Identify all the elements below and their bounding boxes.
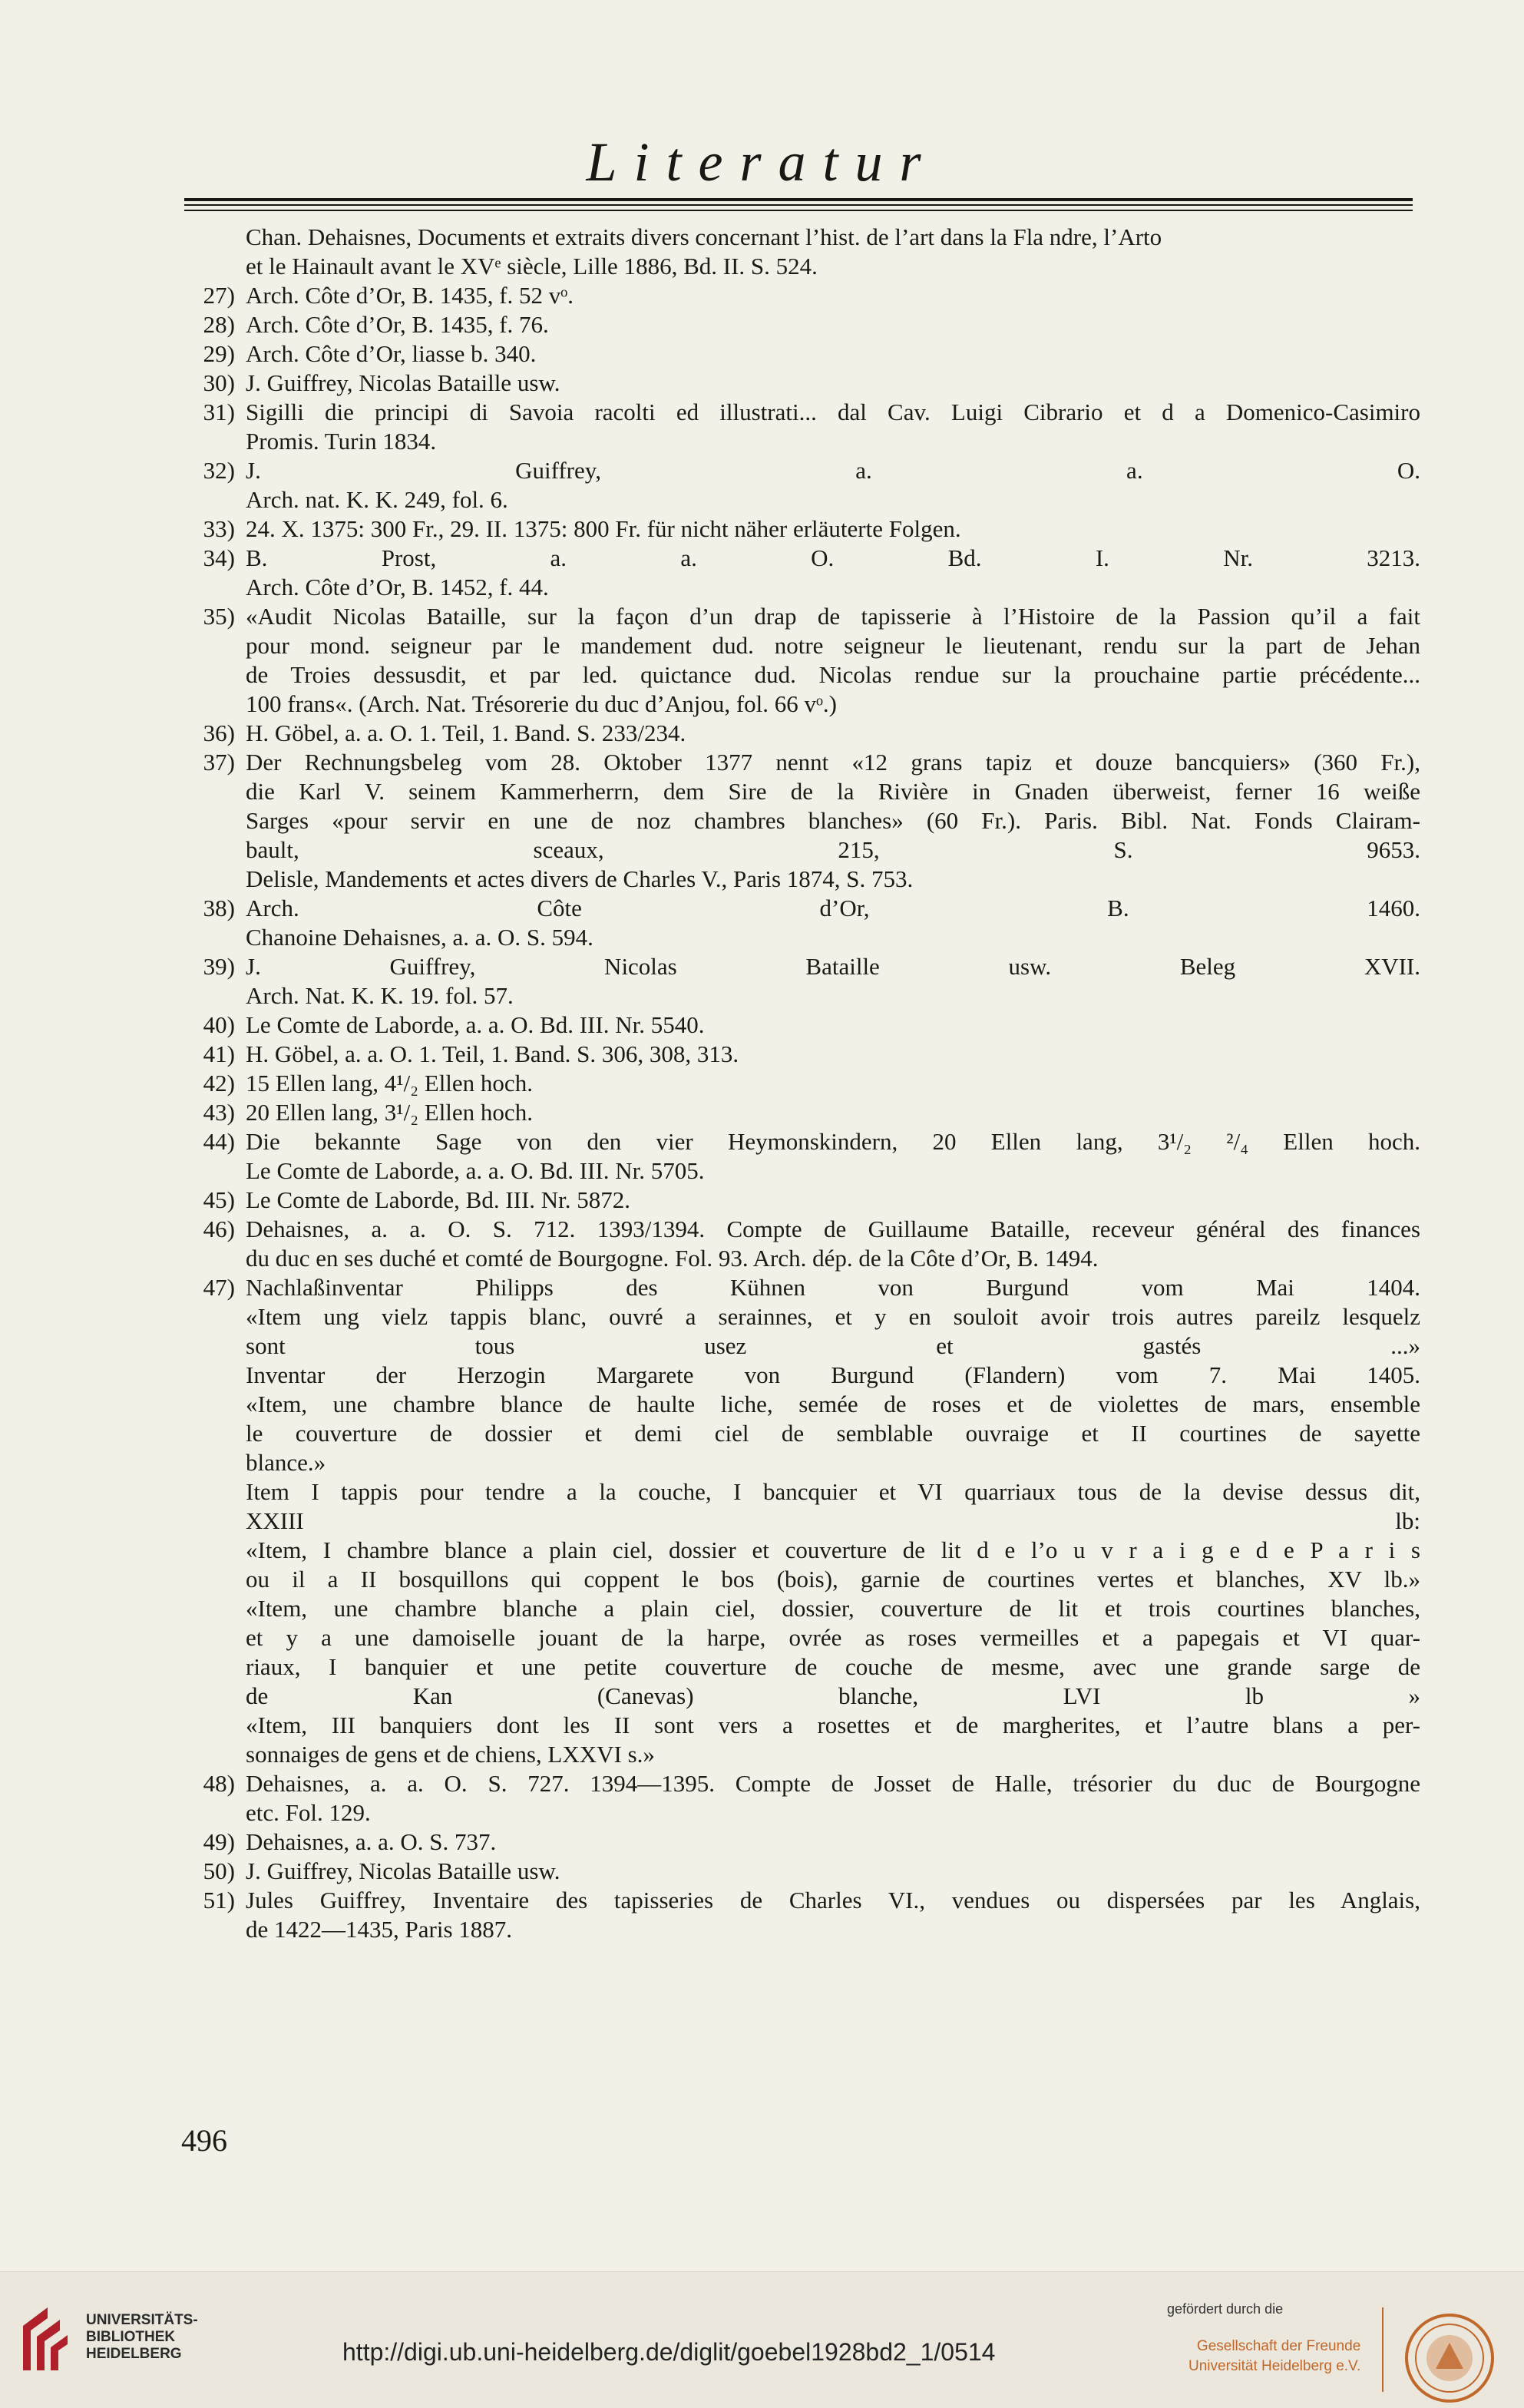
footnote-number: 31) bbox=[203, 399, 235, 425]
footnote-line: Arch. Nat. K. K. 19. fol. 57. bbox=[246, 982, 514, 1009]
footer-divider bbox=[1382, 2307, 1384, 2392]
footnote-line: «Audit Nicolas Bataille, sur la façon d’un drap de tapisserie à l’Histoire de la Passion qu’il a fait bbox=[246, 603, 1420, 630]
footnote-entry bbox=[181, 281, 1420, 310]
footnote-line: Arch. nat. K. K. 249, fol. 6. bbox=[246, 486, 508, 513]
footnote-line: J. Guiffrey, a. a. O. bbox=[246, 457, 1420, 484]
footnote-line: 15 Ellen lang, 4¹/₂ Ellen hoch. bbox=[246, 1070, 533, 1096]
page-number: 496 bbox=[181, 2123, 227, 2158]
footnote-line: Arch. Côte d’Or, B. 1460. bbox=[246, 895, 1420, 921]
footnote-entry bbox=[181, 1011, 1420, 1040]
footnote-line: «Item, une chambre blance de haulte liche, semée de roses et de violettes de mars, ensemble bbox=[246, 1391, 1420, 1417]
footnote-line: «Item ung vielz tappis blanc, ouvré a serainnes, et y en souloit avoir trois autres pareilz lesquelz bbox=[246, 1303, 1420, 1330]
footnote-line: XXIII lb: bbox=[246, 1507, 1420, 1534]
footnote-line: ou il a II bosquillons qui coppent le bos (bois), garnie de courtines vertes et blanches, XV lb.» bbox=[246, 1566, 1420, 1593]
footnote-number: 51) bbox=[203, 1887, 235, 1914]
footnote-number: 41) bbox=[203, 1040, 235, 1067]
footnote-line: de 1422—1435, Paris 1887. bbox=[246, 1916, 513, 1943]
continued-reference bbox=[181, 223, 1420, 281]
footnote-entry bbox=[181, 456, 1420, 514]
library-name-line: UNIVERSITÄTS- bbox=[86, 2312, 198, 2328]
footnote-number: 47) bbox=[203, 1274, 235, 1301]
footnote-line: bault, sceaux, 215, S. 9653. bbox=[246, 836, 1420, 863]
footnote-entry bbox=[181, 1769, 1420, 1828]
footnote-number: 30) bbox=[203, 369, 235, 396]
footnote-number: 27) bbox=[203, 282, 235, 309]
footnote-line: le couverture de dossier et demi ciel de semblable ouvraige et II courtines de sayette bbox=[246, 1420, 1420, 1447]
footnote-line: Inventar der Herzogin Margarete von Burgund (Flandern) vom 7. Mai 1405. bbox=[246, 1361, 1420, 1388]
footnote-line: Arch. Côte d’Or, B. 1435, f. 52 vᵒ. bbox=[246, 282, 574, 309]
footnote-line: H. Göbel, a. a. O. 1. Teil, 1. Band. S. 233/234. bbox=[246, 719, 686, 746]
footnote-line: sonnaiges de gens et de chiens, LXXVI s.» bbox=[246, 1741, 655, 1768]
footnote-number: 42) bbox=[203, 1070, 235, 1096]
footnote-number: 45) bbox=[203, 1186, 235, 1213]
footnote-number: 32) bbox=[203, 457, 235, 484]
footnote-line: Le Comte de Laborde, a. a. O. Bd. III. Nr. 5705. bbox=[246, 1157, 705, 1184]
reference-list bbox=[181, 223, 1420, 1944]
footnote-entry bbox=[181, 719, 1420, 748]
page-title: Literatur bbox=[586, 131, 938, 193]
footnote-line: H. Göbel, a. a. O. 1. Teil, 1. Band. S. 306, 308, 313. bbox=[246, 1040, 739, 1067]
footnote-line: 100 frans«. (Arch. Nat. Trésorerie du duc d’Anjou, fol. 66 vᵒ.) bbox=[246, 690, 838, 717]
footnote-line: Sigilli die principi di Savoia racolti ed illustrati... dal Cav. Luigi Cibrario et d a Domenico-Casimiro bbox=[246, 399, 1420, 425]
title-rule-thin bbox=[184, 204, 1413, 206]
footnote-line: J. Guiffrey, Nicolas Bataille usw. Beleg XVII. bbox=[246, 953, 1420, 980]
footnote-entry bbox=[181, 1040, 1420, 1069]
source-url-link[interactable]: http://digi.ub.uni-heidelberg.de/diglit/goebel1928bd2_1/0514 bbox=[342, 2338, 996, 2366]
footnote-entry bbox=[181, 1828, 1420, 1857]
footnote-line: J. Guiffrey, Nicolas Bataille usw. bbox=[246, 369, 560, 396]
university-seal-icon bbox=[1403, 2312, 1496, 2404]
footnote-entry bbox=[181, 1857, 1420, 1886]
footnote-line: «Item, une chambre blanche a plain ciel, dossier, couverture de lit et trois courtines blanches, bbox=[246, 1595, 1420, 1622]
footnote-line: etc. Fol. 129. bbox=[246, 1799, 371, 1826]
footnote-number: 38) bbox=[203, 895, 235, 921]
footnote-number: 28) bbox=[203, 311, 235, 338]
title-rule-thin bbox=[184, 210, 1413, 211]
footnote-line: Arch. Côte d’Or, B. 1435, f. 76. bbox=[246, 311, 549, 338]
footnote-line: B. Prost, a. a. O. Bd. I. Nr. 3213. bbox=[246, 544, 1420, 571]
footnote-line: Promis. Turin 1834. bbox=[246, 428, 437, 455]
footnote-number: 35) bbox=[203, 603, 235, 630]
digitization-footer bbox=[0, 2271, 1524, 2408]
footnote-line: Die bekannte Sage von den vier Heymonskindern, 20 Ellen lang, 3¹/₂ ²/₄ Ellen hoch. bbox=[246, 1128, 1420, 1155]
footnote-number: 44) bbox=[203, 1128, 235, 1155]
footnote-entry bbox=[181, 310, 1420, 339]
footnote-entry bbox=[181, 1215, 1420, 1273]
footnote-line: Der Rechnungsbeleg vom 28. Oktober 1377 nennt «12 grans tapiz et douze bancquiers» (360 Fr.), bbox=[246, 749, 1420, 776]
footnote-entry bbox=[181, 544, 1420, 602]
footnote-entry bbox=[181, 1273, 1420, 1769]
footnote-line: «Item, I chambre blance a plain ciel, dossier et couverture de lit d e l’o u v r a i g e d e P a r i s bbox=[246, 1536, 1420, 1563]
footnote-line: de Troies dessusdit, et par led. quictance dud. Nicolas rendue sur la prouchaine partie précédente... bbox=[246, 661, 1420, 688]
footnote-entries bbox=[181, 281, 1420, 1944]
sponsor-name bbox=[1188, 2337, 1360, 2377]
footnote-line: Arch. Côte d’Or, liasse b. 340. bbox=[246, 340, 537, 367]
footnote-number: 33) bbox=[203, 515, 235, 542]
footnote-line: Le Comte de Laborde, a. a. O. Bd. III. Nr. 5540. bbox=[246, 1011, 705, 1038]
footnote-entry bbox=[181, 1127, 1420, 1186]
footnote-entry bbox=[181, 602, 1420, 719]
title-rule-thick bbox=[184, 198, 1413, 201]
footnote-line: Le Comte de Laborde, Bd. III. Nr. 5872. bbox=[246, 1186, 631, 1213]
reference-line: Chan. Dehaisnes, Documents et extraits divers concernant l’hist. de l’art dans la Fla ndre, l’Arto bbox=[246, 223, 1162, 250]
footnote-line: de Kan (Canevas) blanche, LVI lb » bbox=[246, 1682, 1420, 1709]
sponsor-name-line: Universität Heidelberg e.V. bbox=[1188, 2358, 1361, 2374]
footnote-line: J. Guiffrey, Nicolas Bataille usw. bbox=[246, 1857, 560, 1884]
footnote-line: du duc en ses duché et comté de Bourgogne. Fol. 93. Arch. dép. de la Côte d’Or, B. 1494. bbox=[246, 1245, 1099, 1272]
footnote-line: Dehaisnes, a. a. O. S. 712. 1393/1394. Compte de Guillaume Bataille, receveur général des finances bbox=[246, 1216, 1420, 1242]
footnote-number: 49) bbox=[203, 1828, 235, 1855]
footnote-entry bbox=[181, 398, 1420, 456]
reference-line: et le Hainault avant le XVᵉ siècle, Lille 1886, Bd. II. S. 524. bbox=[246, 253, 818, 280]
footnote-entry bbox=[181, 369, 1420, 398]
library-logo-icon bbox=[17, 2303, 71, 2372]
footnote-entry bbox=[181, 1886, 1420, 1944]
footnote-line: Item I tappis pour tendre a la couche, I bancquier et VI quarriaux tous de la devise dessus dit, bbox=[246, 1478, 1420, 1505]
footnote-line: pour mond. seigneur par le mandement dud. notre seigneur le lieutenant, rendu sur la part de Jehan bbox=[246, 632, 1420, 659]
footnote-number: 46) bbox=[203, 1216, 235, 1242]
footnote-entry bbox=[181, 514, 1420, 544]
footnote-entry bbox=[181, 748, 1420, 894]
library-name-line: HEIDELBERG bbox=[86, 2346, 182, 2362]
footnote-line: Dehaisnes, a. a. O. S. 727. 1394—1395. Compte de Josset de Halle, trésorier du duc de Bourgogne bbox=[246, 1770, 1420, 1797]
footnote-entry bbox=[181, 952, 1420, 1011]
footnote-line: Delisle, Mandements et actes divers de Charles V., Paris 1874, S. 753. bbox=[246, 865, 914, 892]
footnote-line: «Item, III banquiers dont les II sont vers a rosettes et de margherites, et l’autre blans a per- bbox=[246, 1712, 1420, 1738]
library-name-line: BIBLIOTHEK bbox=[86, 2329, 176, 2345]
footnote-number: 37) bbox=[203, 749, 235, 776]
footnote-entry bbox=[181, 1098, 1420, 1127]
library-name bbox=[86, 2312, 198, 2363]
footnote-line: Sarges «pour servir en une de noz chambres blanches» (60 Fr.). Paris. Bibl. Nat. Fonds Clairam- bbox=[246, 807, 1420, 834]
footnote-line: blance.» bbox=[246, 1449, 326, 1476]
footnote-number: 29) bbox=[203, 340, 235, 367]
footnote-line: Nachlaßinventar Philipps des Kühnen von Burgund vom Mai 1404. bbox=[246, 1274, 1420, 1301]
footnote-entry bbox=[181, 1069, 1420, 1098]
footnote-line: Dehaisnes, a. a. O. S. 737. bbox=[246, 1828, 497, 1855]
footnote-line: Chanoine Dehaisnes, a. a. O. S. 594. bbox=[246, 924, 593, 951]
footnote-line: 20 Ellen lang, 3¹/₂ Ellen hoch. bbox=[246, 1099, 533, 1126]
footnote-number: 34) bbox=[203, 544, 235, 571]
footnote-number: 50) bbox=[203, 1857, 235, 1884]
footnote-line: riaux, I banquier et une petite couverture de couche de mesme, avec une grande sarge de bbox=[246, 1653, 1420, 1680]
footnote-line: die Karl V. seinem Kammerherrn, dem Sire de la Rivière in Gnaden überweist, ferner 16 weiße bbox=[246, 778, 1420, 805]
sponsor-note: gefördert durch die bbox=[1167, 2301, 1284, 2317]
footnote-number: 40) bbox=[203, 1011, 235, 1038]
footnote-line: Arch. Côte d’Or, B. 1452, f. 44. bbox=[246, 574, 549, 600]
footnote-entry bbox=[181, 339, 1420, 369]
footnote-line: et y a une damoiselle jouant de la harpe, ovrée as roses vermeilles et a papegais et VI quar- bbox=[246, 1624, 1420, 1651]
footnote-number: 39) bbox=[203, 953, 235, 980]
footnote-entry bbox=[181, 894, 1420, 952]
footnote-line: Jules Guiffrey, Inventaire des tapisseries de Charles VI., vendues ou dispersées par les Anglais, bbox=[246, 1887, 1420, 1914]
sponsor-name-line: Gesellschaft der Freunde bbox=[1196, 2338, 1361, 2354]
footnote-line: 24. X. 1375: 300 Fr., 29. II. 1375: 800 Fr. für nicht näher erläuterte Folgen. bbox=[246, 515, 961, 542]
footnote-number: 48) bbox=[203, 1770, 235, 1797]
footnote-line: sont tous usez et gastés ...» bbox=[246, 1332, 1420, 1359]
footnote-entry bbox=[181, 1186, 1420, 1215]
footnote-number: 43) bbox=[203, 1099, 235, 1126]
footnote-number: 36) bbox=[203, 719, 235, 746]
